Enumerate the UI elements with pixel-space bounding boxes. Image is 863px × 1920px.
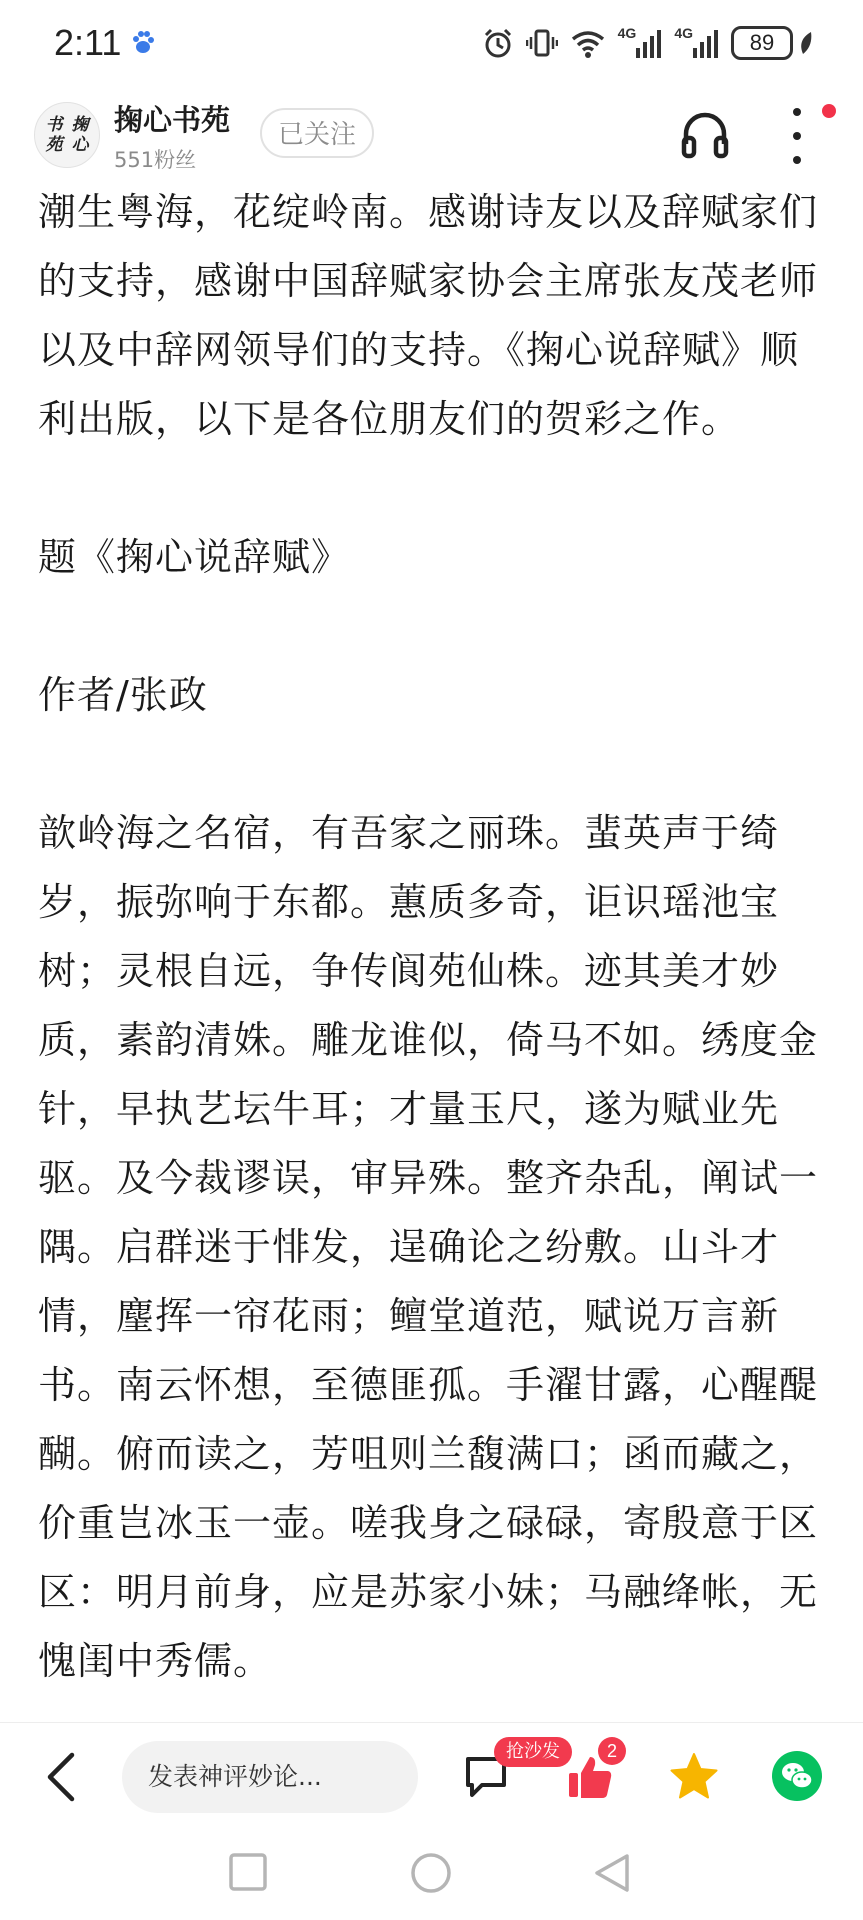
paw-icon bbox=[130, 30, 156, 56]
avatar-char: 书 bbox=[45, 115, 63, 135]
account-name[interactable]: 掬心书苑 bbox=[114, 103, 231, 137]
article-body bbox=[38, 178, 833, 1718]
poem-title: 题《掬心说辞赋》 bbox=[38, 535, 351, 579]
follow-button[interactable]: 已关注 bbox=[260, 108, 374, 158]
home-icon[interactable] bbox=[410, 1852, 452, 1894]
notification-dot bbox=[822, 104, 836, 118]
avatar[interactable] bbox=[34, 102, 100, 168]
wechat-share-icon[interactable] bbox=[772, 1751, 822, 1801]
signal-icon-2 bbox=[693, 28, 719, 58]
wifi-icon bbox=[570, 27, 606, 59]
favorite-star-icon[interactable] bbox=[668, 1751, 720, 1803]
avatar-char: 心 bbox=[71, 135, 89, 155]
leaf-icon bbox=[799, 30, 813, 56]
vibrate-icon bbox=[526, 27, 558, 59]
battery-level: 89 bbox=[731, 26, 793, 60]
back-nav-icon[interactable] bbox=[592, 1852, 632, 1894]
back-arrow-icon[interactable] bbox=[44, 1751, 78, 1803]
signal-icon-1 bbox=[636, 28, 662, 58]
sofa-badge[interactable]: 抢沙发 bbox=[494, 1737, 572, 1767]
article-header bbox=[0, 90, 863, 182]
comment-input[interactable]: 发表神评妙论... bbox=[122, 1741, 418, 1813]
network-type-2: 4G bbox=[674, 25, 693, 41]
bottom-action-bar bbox=[0, 1722, 863, 1833]
fans-count: 551粉丝 bbox=[114, 148, 197, 172]
status-time: 2:11 bbox=[54, 22, 122, 63]
article-paragraph: 潮生粤海，花绽岭南。感谢诗友以及辞赋家们的支持，感谢中国辞赋家协会主席张友茂老师以及中辞网领导们的支持。《掬心说辞赋》顺利出版，以下是各位朋友们的贺彩之作。 bbox=[38, 190, 819, 441]
headphone-icon[interactable] bbox=[680, 108, 730, 162]
alarm-icon bbox=[482, 27, 514, 59]
poem-author: 作者/张政 bbox=[38, 673, 208, 717]
recent-apps-icon[interactable] bbox=[228, 1852, 268, 1892]
like-count-badge: 2 bbox=[598, 1737, 626, 1765]
poem-body: 歆岭海之名宿，有吾家之丽珠。蜚英声于绮岁，振弥响于东都。蕙质多奇，讵识瑶池宝树；灵根自远，争传阆苑仙株。迹其美才妙质，素韵清姝。雕龙谁似，倚马不如。绣度金针，早执艺坛牛耳；才量玉尺，遂为赋业先驱。及今裁谬误，审异殊。整齐杂乱，阐试一隅。启群迷于悱发，逞确论之纷敷。山斗才情，麈挥一帘花雨；鳣堂道范，赋说万言新书。南云怀想，至德匪孤。手濯甘露，心醒醍醐。俯而读之，芳咀则兰馥满口；函而藏之，价重岂冰玉一壶。嗟我身之碌碌，寄殷意于区区：明月前身，应是苏家小妹；马融绛帐，无愧闺中秀儒。 bbox=[38, 811, 819, 1683]
more-options-icon[interactable] bbox=[782, 108, 812, 164]
system-nav-bar bbox=[0, 1832, 863, 1920]
avatar-char: 苑 bbox=[45, 135, 63, 155]
status-bar bbox=[0, 0, 863, 90]
avatar-char: 掬 bbox=[71, 115, 89, 135]
network-type-1: 4G bbox=[617, 25, 637, 41]
